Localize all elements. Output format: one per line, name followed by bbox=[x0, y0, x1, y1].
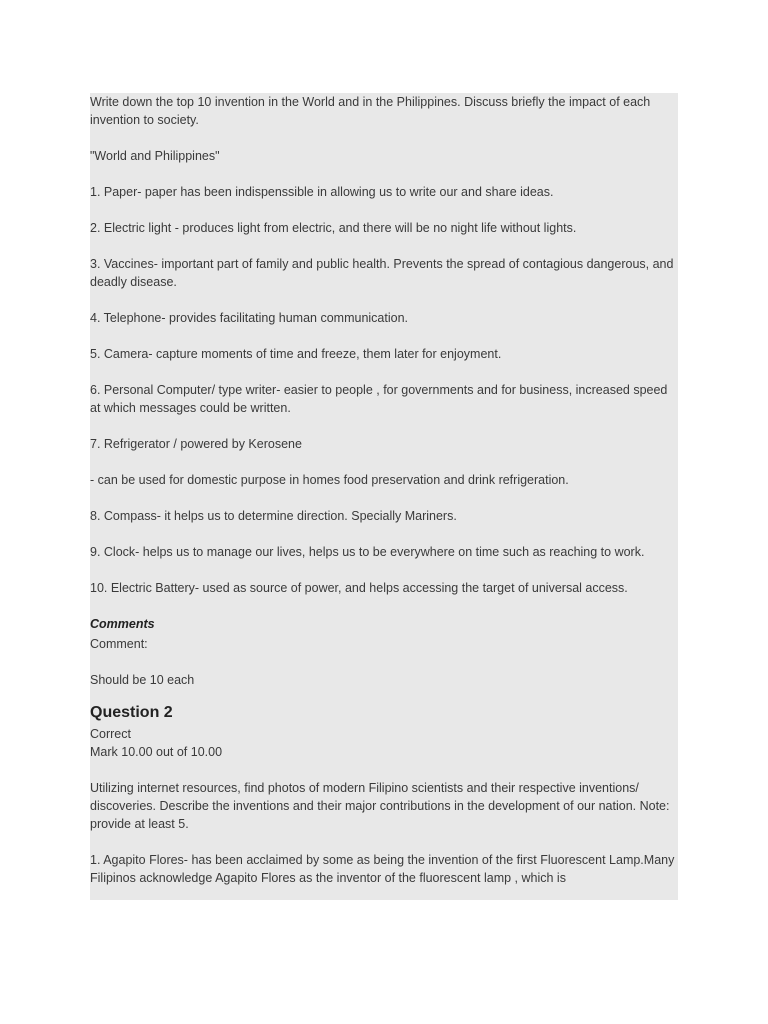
comments-heading: Comments bbox=[90, 617, 155, 631]
comment-label: Comment: bbox=[90, 637, 148, 651]
list-item: 6. Personal Computer/ type writer- easier to people , for governments and for business, increased speed at which messages could be written. bbox=[90, 383, 668, 415]
q2-prompt: Utilizing internet resources, find photos of modern Filipino scientists and their respective inventions/ discoveries. Describe the inventions and their major contributions in the development of our nation. Note: provide at least 5. bbox=[90, 781, 670, 831]
list-item: 7. Refrigerator / powered by Kerosene bbox=[90, 437, 302, 451]
q2-answer-1: 1. Agapito Flores- has been acclaimed by some as being the invention of the first Fluorescent Lamp.Many Filipinos acknowledge Agapito Flores as the inventor of the fluorescent lamp , which is bbox=[90, 853, 675, 885]
question-2-title: Question 2 bbox=[90, 704, 173, 721]
document-page bbox=[90, 93, 678, 900]
list-item: 9. Clock- helps us to manage our lives, helps us to be everywhere on time such as reaching to work. bbox=[90, 545, 645, 559]
question-status: Correct bbox=[90, 727, 131, 741]
q1-prompt: Write down the top 10 invention in the World and in the Philippines. Discuss briefly the impact of each invention to society. bbox=[90, 95, 651, 127]
list-item: 3. Vaccines- important part of family and public health. Prevents the spread of contagious dangerous, and deadly disease. bbox=[90, 257, 674, 289]
question-mark: Mark 10.00 out of 10.00 bbox=[90, 745, 223, 759]
list-item: 1. Paper- paper has been indispenssible in allowing us to write our and share ideas. bbox=[90, 185, 554, 199]
list-item: 2. Electric light - produces light from electric, and there will be no night life without lights. bbox=[90, 221, 577, 235]
list-item: 5. Camera- capture moments of time and freeze, them later for enjoyment. bbox=[90, 347, 502, 361]
list-item: 10. Electric Battery- used as source of power, and helps accessing the target of universal access. bbox=[90, 581, 628, 595]
list-item: 8. Compass- it helps us to determine direction. Specially Mariners. bbox=[90, 509, 457, 523]
comment-text: Should be 10 each bbox=[90, 673, 195, 687]
list-item: - can be used for domestic purpose in homes food preservation and drink refrigeration. bbox=[90, 473, 569, 487]
q1-subtitle: "World and Philippines" bbox=[90, 149, 220, 163]
list-item: 4. Telephone- provides facilitating human communication. bbox=[90, 311, 409, 325]
